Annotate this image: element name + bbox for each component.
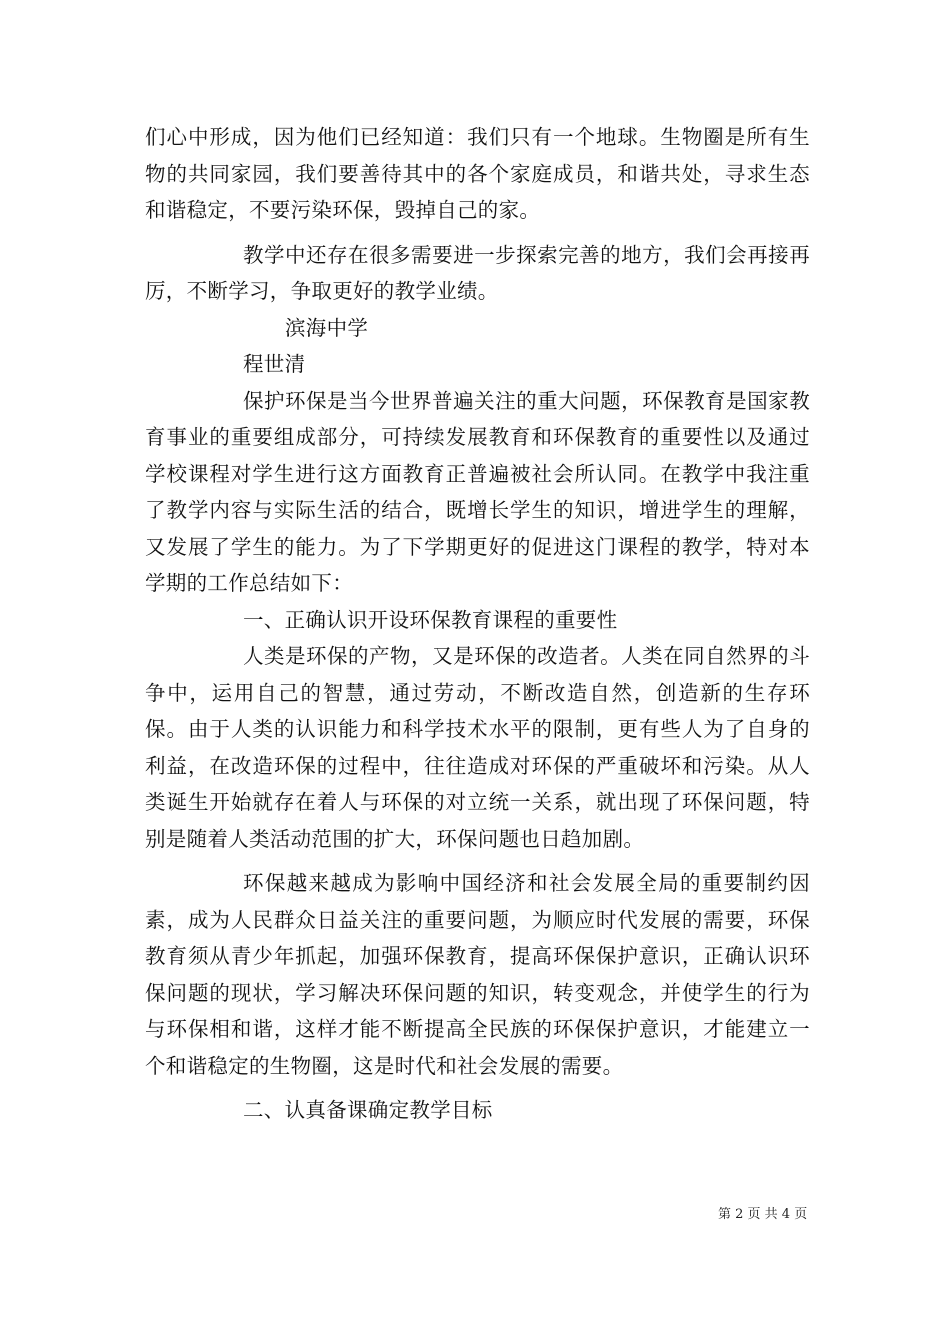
section-heading-2: 二、认真备课确定教学目标 bbox=[243, 1098, 493, 1122]
paragraph-environment-constraint: 环保越来越成为影响中国经济和社会发展全局的重要制约因素，成为人民群众日益关注的重要问题，为顺应时代发展的需要，环保教育须从青少年抓起，加强环保教育，提高环保保护意识，正确认识环保问题的现状，学习解决环保问题的知识，转变观念，并使学生的行为与环保相和谐，这样才能不断提高全民族的环保保护意识，才能建立一个和谐稳定的生物圈，这是时代和社会发展的需要。 bbox=[145, 871, 810, 1078]
paragraph-continuation: 们心中形成，因为他们已经知道：我们只有一个地球。生物圈是所有生物的共同家园，我们要善待其中的各个家庭成员，和谐共处，寻求生态和谐稳定，不要污染环保，毁掉自己的家。 bbox=[145, 125, 810, 222]
page-number-footer: 第 2 页 共 4 页 bbox=[718, 1207, 808, 1222]
paragraph-introduction: 保护环保是当今世界普遍关注的重大问题，环保教育是国家教育事业的重要组成部分，可持续发展教育和环保教育的重要性以及通过学校课程对学生进行这方面教育正普遍被社会所认同。在教学中我注重了教学内容与实际生活的结合，既增长学生的知识，增进学生的理解，又发展了学生的能力。为了下学期更好的促进这门课程的教学，特对本学期的工作总结如下： bbox=[145, 388, 810, 595]
document-body bbox=[145, 119, 810, 1129]
school-name: 滨海中学 bbox=[285, 315, 369, 340]
paragraph-humans-and-environment: 人类是环保的产物，又是环保的改造者。人类在同自然界的斗争中，运用自己的智慧，通过劳动，不断改造自然，创造新的生存环保。由于人类的认识能力和科学技术水平的限制，更有些人为了自身的利益，在改造环保的过程中，往往造成对环保的严重破坏和污染。从人类诞生开始就存在着人与环保的对立统一关系，就出现了环保问题，特别是随着人类活动范围的扩大，环保问题也日趋加剧。 bbox=[145, 644, 810, 851]
author-name: 程世清 bbox=[243, 352, 306, 376]
paragraph-closing-remark: 教学中还存在很多需要进一步探索完善的地方，我们会再接再厉，不断学习，争取更好的教学业绩。 bbox=[145, 242, 810, 303]
section-heading-1: 一、正确认识开设环保教育课程的重要性 bbox=[243, 607, 618, 632]
